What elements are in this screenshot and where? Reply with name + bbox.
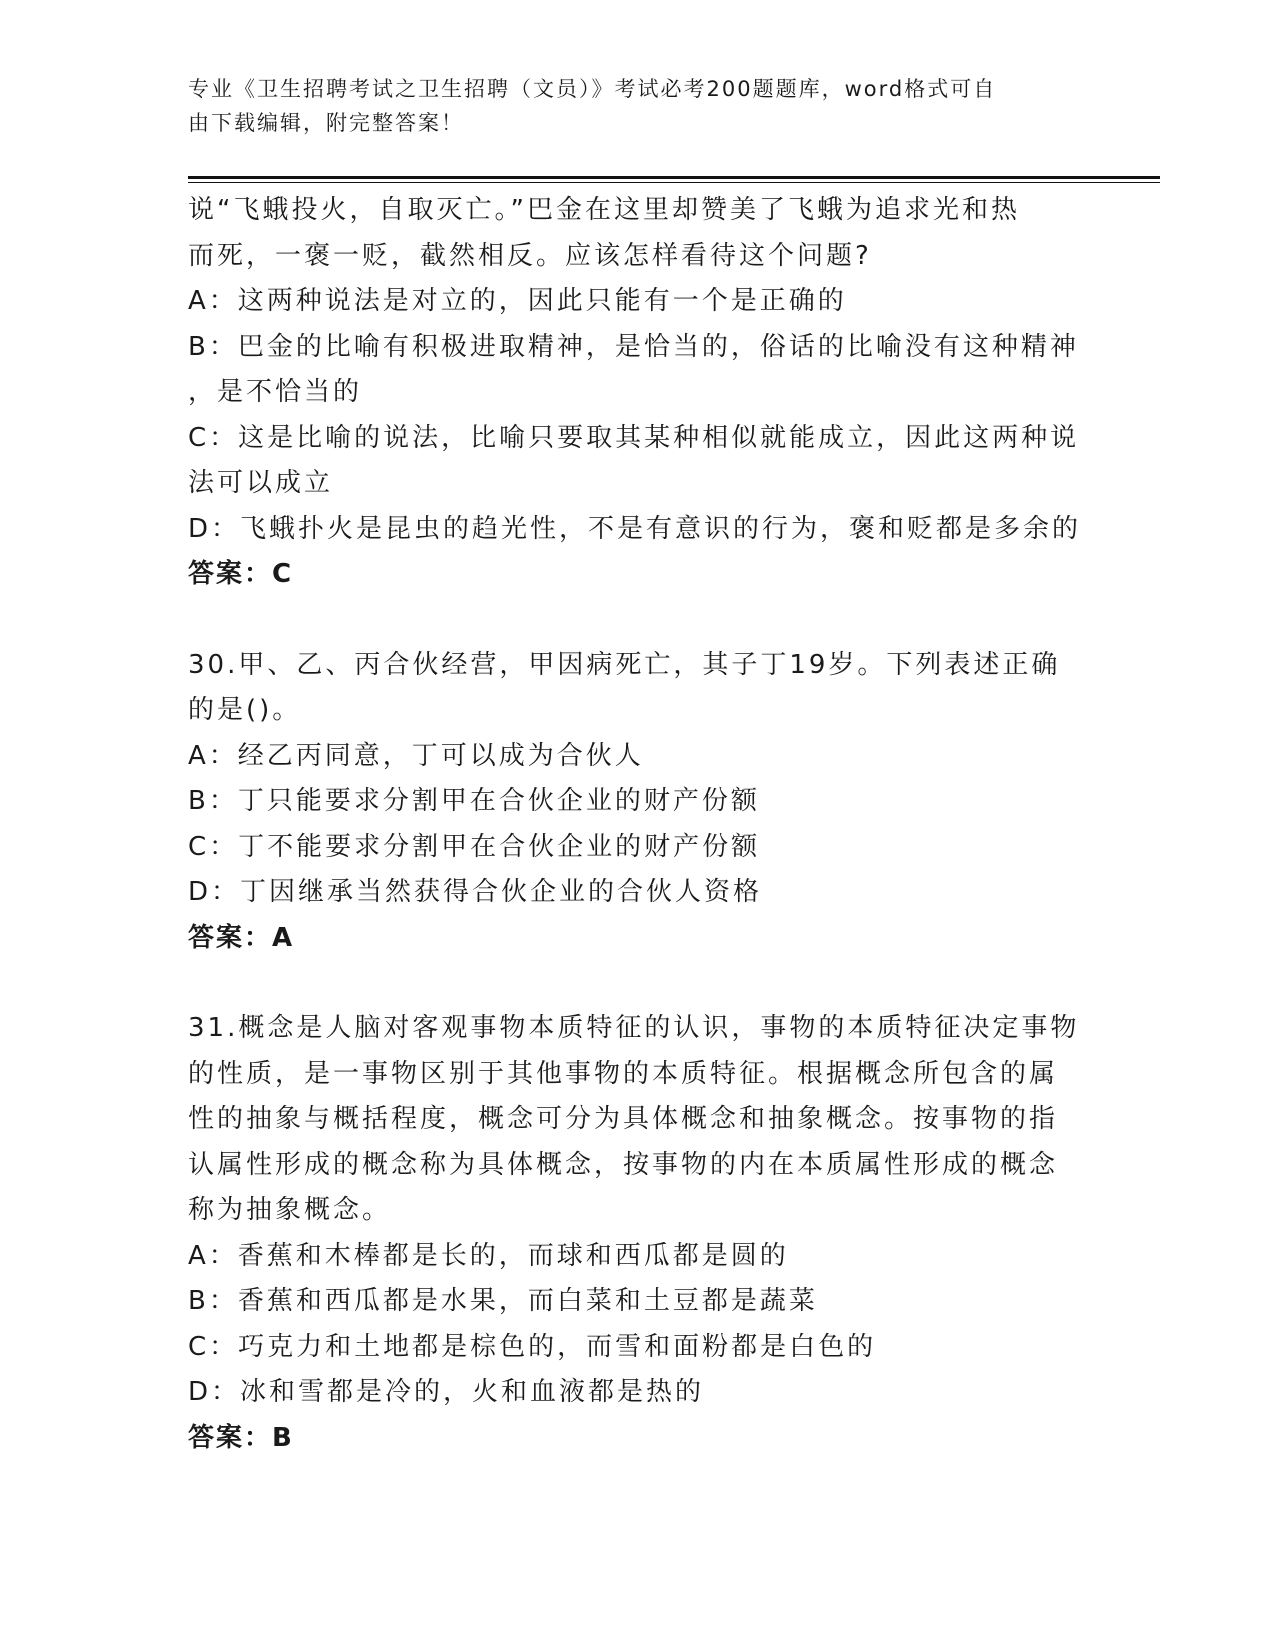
question-stem-line: 性的抽象与概括程度，概念可分为具体概念和抽象概念。按事物的指 [188,1104,1059,1134]
question-stem-line: 而死，一褒一贬，截然相反。应该怎样看待这个问题? [188,240,872,271]
option-a: A：这两种说法是对立的，因此只能有一个是正确的 [188,286,847,316]
question-29 [188,188,1088,598]
question-stem-line: 的性质，是一事物区别于其他事物的本质特征。根据概念所包含的属 [188,1058,1059,1089]
option-b: B：香蕉和西瓜都是水果，而白菜和土豆都是蔬菜 [188,1286,818,1316]
option-b: B：丁只能要求分割甲在合伙企业的财产份额 [188,786,760,816]
document-body [188,188,1088,1461]
option-a: A：香蕉和木棒都是长的，而球和西瓜都是圆的 [188,1240,789,1271]
header-divider-thick [188,176,1160,179]
option-b: B：巴金的比喻有积极进取精神，是恰当的，俗话的比喻没有这种精神 [188,331,1079,362]
question-stem-line: 认属性形成的概念称为具体概念，按事物的内在本质属性形成的概念 [188,1149,1059,1180]
option-d: D：丁因继承当然获得合伙企业的合伙人资格 [188,877,763,907]
option-d: D：冰和雪都是冷的，火和血液都是热的 [188,1377,705,1407]
answer-label: 答案：C [188,559,294,589]
question-spacer [188,598,1088,643]
question-stem-line: 31.概念是人脑对客观事物本质特征的认识，事物的本质特征决定事物 [188,1013,1080,1043]
answer-label: 答案：A [188,922,295,953]
option-c-continued: 法可以成立 [188,468,334,498]
question-spacer [188,961,1088,1006]
question-31 [188,1006,1088,1461]
option-b-continued: ，是不恰当的 [188,377,363,407]
question-stem-line: 30.甲、乙、丙合伙经营，甲因病死亡，其子丁19岁。下列表述正确 [188,649,1061,680]
question-stem-line: 说“飞蛾投火，自取灭亡。”巴金在这里却赞美了飞蛾为追求光和热 [188,195,1020,225]
header-line-1: 专业《卫生招聘考试之卫生招聘（文员）》考试必考200题题库，word格式可自 [188,77,997,101]
header-divider-thin [188,182,1160,183]
option-d: D：飞蛾扑火是昆虫的趋光性，不是有意识的行为，褒和贬都是多余的 [188,513,1082,544]
option-c: C：巧克力和土地都是棕色的，而雪和面粉都是白色的 [188,1331,877,1362]
header-line-2: 由下载编辑，附完整答案！ [188,111,464,135]
question-stem-line: 的是()。 [188,695,302,725]
question-stem-line: 称为抽象概念。 [188,1195,392,1225]
answer-label: 答案：B [188,1422,294,1453]
document-header [188,72,1088,140]
question-30 [188,643,1088,962]
option-c: C：丁不能要求分割甲在合伙企业的财产份额 [188,831,761,862]
option-a: A：经乙丙同意，丁可以成为合伙人 [188,740,644,771]
option-c: C：这是比喻的说法，比喻只要取其某种相似就能成立，因此这两种说 [188,422,1080,453]
